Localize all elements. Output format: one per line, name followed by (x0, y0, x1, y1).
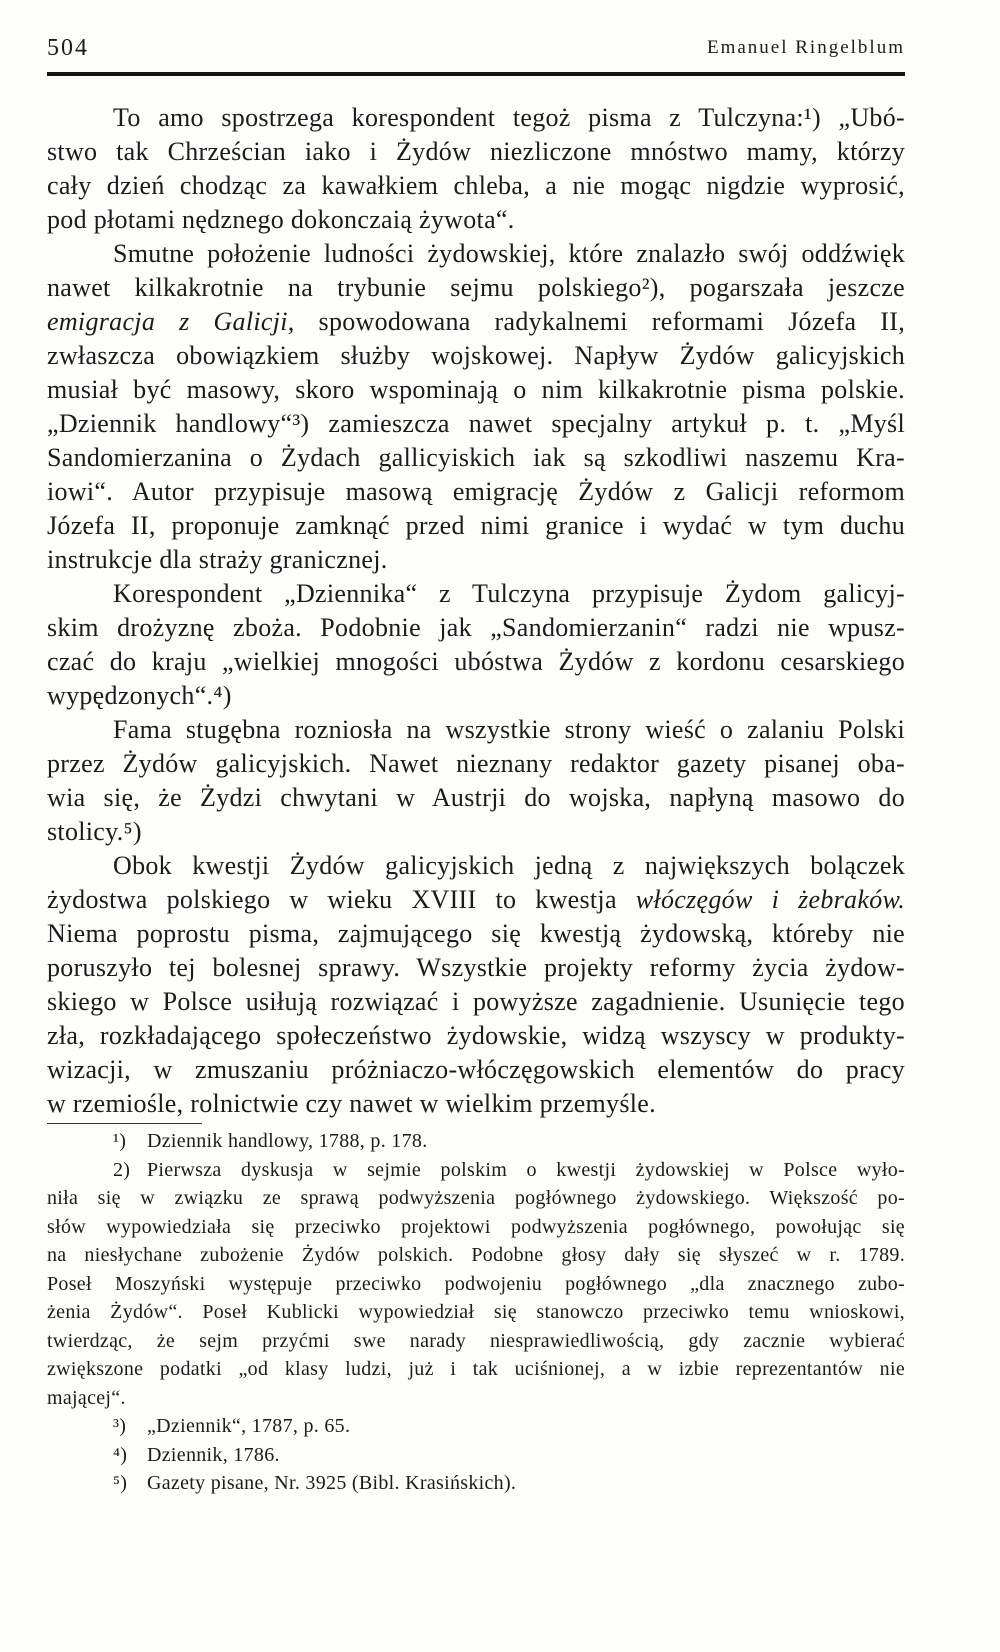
footnote-marker: ⁵) (113, 1472, 128, 1494)
running-title: Emanuel Ringelblum (706, 37, 905, 58)
text-line: instrukcje dla straży granicznej. (47, 545, 388, 574)
footnote-line: na niesłychane zubożenie Żydów polskich. Podobne głosy dały się słyszeć w r. 1789. (47, 1244, 905, 1266)
text-line: pod płotami nędznego dokonczaią żywota“. (47, 205, 515, 234)
footnote-separator (47, 1123, 202, 1124)
text-line: Fama stugębna rozniosła na wszystkie strony wieść o zalaniu Polski (113, 715, 905, 744)
footnote-marker: ³) (113, 1415, 127, 1437)
footnote-line (47, 1412, 905, 1441)
page-header (47, 32, 905, 64)
footnote-line (47, 1469, 905, 1498)
header-rule (47, 72, 905, 76)
text-line: skim drożyznę zboża. Podobnie jak „Sandomierzanin“ radzi nie wpusz- (47, 613, 905, 642)
footnote-line (47, 1127, 905, 1156)
footnote-2 (47, 1156, 905, 1413)
text-line: iowi“. Autor przypisuje masową emigrację Żydów z Galicji reformom (47, 477, 905, 506)
text-line: zła, rozkładającego społeczeństwo żydowskie, widzą wszyscy w produkty- (47, 1021, 905, 1050)
footnote-line: słów wypowiedziała się przeciwko projektowi podwyższenia pogłównego, powołując się (47, 1215, 905, 1238)
text-line: Obok kwestji Żydów galicyjskich jedną z największych bolączek (113, 851, 905, 880)
footnote-line (47, 1156, 905, 1185)
text-line (47, 883, 905, 917)
text-line: zwłaszcza obowiązkiem służby wojskowej. Napływ Żydów galicyjskich (47, 341, 905, 370)
text-line: musiał być masowy, skoro wspominają o nim kilkakrotnie pisma polskie. (47, 375, 905, 404)
text-line (47, 305, 905, 339)
paragraph (47, 577, 905, 713)
footnote-marker: ¹) (113, 1130, 127, 1152)
footnote-text: „Dziennik“, 1787, p. 65. (147, 1415, 351, 1437)
main-text (47, 101, 905, 1121)
text-line: To amo spostrzega korespondent tegoż pisma z Tulczyna:¹) „Ubó- (113, 103, 905, 132)
text-line: czać do kraju „wielkiej mnogości ubóstwa Żydów z kordonu cesarskiego (47, 647, 905, 676)
text-line: stolicy.⁵) (47, 817, 142, 846)
footnote-line: twierdząc, że sejm przyćmi swe narady niesprawiedliwością, gdy zacznie wybierać (47, 1329, 905, 1352)
paragraph (47, 713, 905, 849)
text-line: wypędzonych“.⁴) (47, 681, 232, 710)
footnote-4 (47, 1441, 905, 1470)
text-line: Józefa II, proponuje zamknąć przed nimi granice i wydać w tym duchu (47, 511, 905, 540)
footnote-line: niła się w związku ze sprawą podwyższenia pogłównego żydowskiego. Większość po- (47, 1187, 905, 1209)
text-line: Sandomierzanina o Żydach gallicyiskich iak są szkodliwi naszemu Kra- (47, 443, 905, 472)
footnote-line: mającej“. (47, 1386, 126, 1409)
text-line: cały dzień chodząc za kawałkiem chleba, a nie mogąc nigdzie wyprosić, (47, 171, 905, 200)
italic-text: włóczęgów i żebraków. (635, 885, 906, 914)
footnote-line: zwiększone podatki „od klasy ludzi, już i tak uciśnionej, a w izbie reprezentantów nie (47, 1358, 905, 1380)
text-segment: żydostwa polskiego w wieku XVIII to kwestja (47, 885, 636, 914)
text-line: Smutne położenie ludności żydowskiej, które znalazło swój oddźwięk (113, 239, 905, 268)
paragraph (47, 101, 905, 237)
text-line: poruszyło tej bolesnej sprawy. Wszystkie projekty reformy życia żydow- (47, 953, 905, 982)
text-line: wizacji, w zmuszaniu próżniaczo-włóczęgowskich elementów do pracy (47, 1055, 905, 1084)
text-line: Niema poprostu pisma, zajmującego się kwestją żydowską, któreby nie (47, 919, 905, 948)
footnote-line: żenia Żydów“. Poseł Kublicki wypowiedział się stanowczo przeciwko temu wnioskowi, (47, 1301, 905, 1323)
footnote-text: Pierwsza dyskusja w sejmie polskim o kwestji żydowskiej w Polsce wyło- (147, 1158, 905, 1181)
text-line: skiego w Polsce usiłują rozwiązać i powyższe zagadnienie. Usunięcie tego (47, 987, 905, 1016)
footnote-marker: 2) (113, 1158, 131, 1181)
footnote-text: Dziennik, 1786. (147, 1443, 280, 1466)
text-line: nawet kilkakrotnie na trybunie sejmu polskiego²), pogarszała jeszcze (47, 273, 905, 302)
footnote-marker: ⁴) (113, 1443, 128, 1466)
footnote-line: Poseł Moszyński występuje przeciwko podwojeniu pogłównego „dla znacznego zubo- (47, 1272, 905, 1295)
footnote-line (47, 1441, 905, 1470)
paragraph (47, 237, 905, 577)
text-line: stwo tak Chrześcian iako i Żydów niezliczone mnóstwo mamy, którzy (47, 137, 905, 166)
text-line: Korespondent „Dziennika“ z Tulczyna przypisuje Żydom galicyj- (113, 579, 905, 608)
footnotes (47, 1127, 905, 1498)
text-line: w rzemiośle, rolnictwie czy nawet w wielkim przemyśle. (47, 1089, 656, 1118)
footnote-3 (47, 1412, 905, 1441)
text-line: przez Żydów galicyjskich. Nawet nieznany redaktor gazety pisanej oba- (47, 749, 905, 778)
italic-text: emigracja z Galicji, (47, 307, 295, 336)
footnote-5 (47, 1469, 905, 1498)
footnote-text: Dziennik handlowy, 1788, p. 178. (147, 1130, 428, 1152)
text-segment: spowodowana radykalnemi reformami Józefa II, (294, 307, 905, 336)
footnote-text: Gazety pisane, Nr. 3925 (Bibl. Krasińskich). (147, 1472, 517, 1494)
text-line: „Dziennik handlowy“³) zamieszcza nawet specjalny artykuł p. t. „Myśl (47, 409, 905, 438)
footnote-1 (47, 1127, 905, 1156)
page-number: 504 (47, 35, 89, 61)
text-line: wia się, że Żydzi chwytani w Austrji do wojska, napłyną masowo do (47, 783, 905, 812)
paragraph (47, 849, 905, 1121)
